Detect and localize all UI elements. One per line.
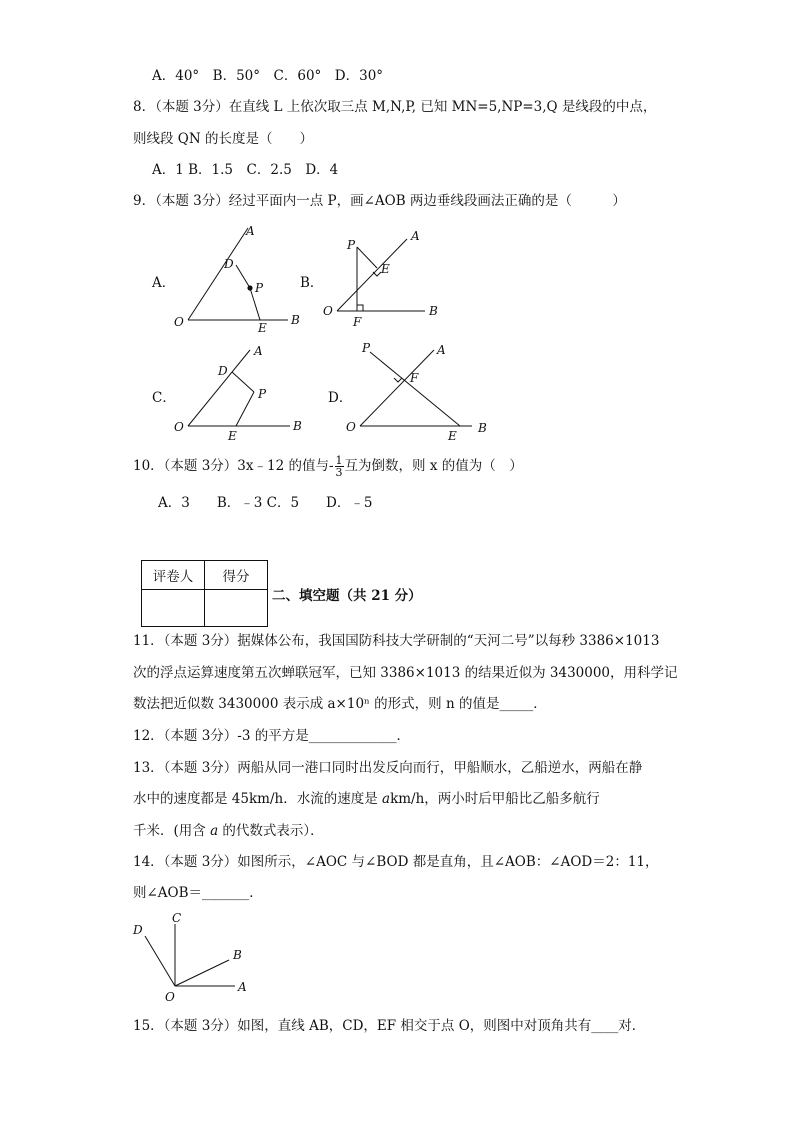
point-e-label: E bbox=[258, 321, 267, 335]
point-o-label: O bbox=[174, 420, 184, 434]
point-e-label: E bbox=[381, 262, 390, 276]
q8-stem-line1: 8．（本题 3分）在直线 L 上依次取三点 M,N,P, 已知 MN=5,NP=3,Q 是线段的中点， bbox=[133, 99, 657, 115]
point-o-label: O bbox=[174, 315, 184, 329]
q13-line3 bbox=[133, 822, 324, 840]
q10-suffix: 互为倒数，则 x 的值为（ ） bbox=[344, 458, 523, 474]
q8-options: A．1 B．1.5 C．2.5 D．4 bbox=[152, 162, 339, 178]
score-table-score-header: 得分 bbox=[205, 561, 268, 590]
point-b-label: B bbox=[478, 421, 487, 435]
q11-line1: 11．（本题 3分）据媒体公布，我国国防科技大学研制的“天河二号”以每秒 3386×1013 bbox=[133, 633, 660, 649]
q15-stem: 15．（本题 3分）如图，直线 AB，CD，EF 相交于点 O，则图中对顶角共有____对． bbox=[133, 1018, 646, 1034]
point-o-label: O bbox=[323, 304, 333, 318]
point-p-label: P bbox=[255, 281, 264, 295]
point-b-label: B bbox=[429, 304, 438, 318]
q13-line2-start: 水中的速度都是 45km/h．水流的速度是 bbox=[133, 791, 382, 807]
point-p-label: P bbox=[258, 387, 267, 401]
fraction-numerator: 1 bbox=[335, 454, 343, 467]
point-f-label: F bbox=[410, 371, 419, 385]
point-o-label: O bbox=[346, 420, 356, 434]
point-d-label: D bbox=[224, 257, 234, 271]
q14-figure bbox=[125, 908, 265, 1008]
q9-option-d-label: D． bbox=[328, 390, 353, 406]
point-b-label: B bbox=[233, 948, 242, 962]
q7-options: A．40° B．50° C．60° D．30° bbox=[152, 68, 384, 84]
point-a-label: A bbox=[238, 980, 247, 994]
score-table-grader-header: 评卷人 bbox=[142, 561, 205, 590]
point-d-label: D bbox=[218, 364, 228, 378]
q13-line3-end: 的代数式表示）． bbox=[218, 823, 324, 839]
q10-prefix: 10．（本题 3分）3x﹣12 的值与- bbox=[133, 458, 334, 474]
q13-line3-start: 千米．(用含 bbox=[133, 823, 211, 839]
variable-a: a bbox=[382, 791, 391, 807]
q9-figure-a bbox=[170, 220, 310, 335]
q12-stem: 12．（本题 3分）-3 的平方是_____________． bbox=[133, 728, 411, 744]
point-p-label: P bbox=[347, 238, 356, 252]
q9-figure-d bbox=[340, 340, 500, 445]
point-a-label: A bbox=[254, 344, 263, 358]
q9-figure-c bbox=[170, 340, 310, 445]
point-d-label: D bbox=[133, 923, 143, 937]
point-o-label: O bbox=[165, 990, 175, 1004]
score-table-grader-cell bbox=[142, 590, 205, 627]
point-a-label: A bbox=[437, 343, 446, 357]
q13-line2-end: km/h，两小时后甲船比乙船多航行 bbox=[390, 791, 600, 807]
point-b-label: B bbox=[291, 313, 300, 327]
q9-option-b-label: B． bbox=[300, 275, 324, 291]
section-heading: 二、填空题（共 21 分） bbox=[272, 588, 422, 604]
q9-option-a-label: A． bbox=[152, 275, 176, 291]
q13-line1: 13．（本题 3分）两船从同一港口同时出发反向而行，甲船顺水，乙船逆水，两船在静 bbox=[133, 760, 643, 776]
q9-figure-b bbox=[315, 225, 445, 335]
point-a-label: A bbox=[246, 224, 255, 238]
fraction-denominator: 3 bbox=[335, 466, 343, 479]
q10-options: A．3 B．﹣3 C．5 D．﹣5 bbox=[158, 495, 373, 511]
q9-stem: 9．（本题 3分）经过平面内一点 P，画∠AOB 两边垂线段画法正确的是（ ） bbox=[133, 193, 626, 209]
point-e-label: E bbox=[448, 429, 457, 443]
q11-line2: 次的浮点运算速度第五次蝉联冠军，已知 3386×1013 的结果近似为 3430000，用科学记 bbox=[133, 665, 678, 681]
score-table-score-cell bbox=[205, 590, 268, 627]
point-f-label: F bbox=[353, 315, 362, 329]
q14-line2: 则∠AOB＝_______． bbox=[133, 885, 263, 901]
point-p-label: P bbox=[362, 341, 371, 355]
fraction bbox=[335, 455, 344, 478]
q8-stem-line2: 则线段 QN 的长度是（ ） bbox=[133, 131, 313, 147]
point-a-label: A bbox=[411, 229, 420, 243]
point-e-label: E bbox=[228, 429, 237, 443]
q14-line1: 14．（本题 3分）如图所示，∠AOC 与∠BOD 都是直角，且∠AOB：∠AOD＝2：11， bbox=[133, 854, 659, 870]
point-b-label: B bbox=[293, 419, 302, 433]
q9-option-c-label: C． bbox=[152, 390, 176, 406]
q11-line3: 数法把近似数 3430000 表示成 a×10ⁿ 的形式，则 n 的值是_____． bbox=[133, 696, 547, 712]
q13-line2 bbox=[133, 790, 600, 808]
score-table bbox=[141, 560, 268, 627]
point-c-label: C bbox=[172, 911, 182, 925]
q10-stem bbox=[133, 455, 523, 478]
variable-a: a bbox=[210, 823, 219, 839]
